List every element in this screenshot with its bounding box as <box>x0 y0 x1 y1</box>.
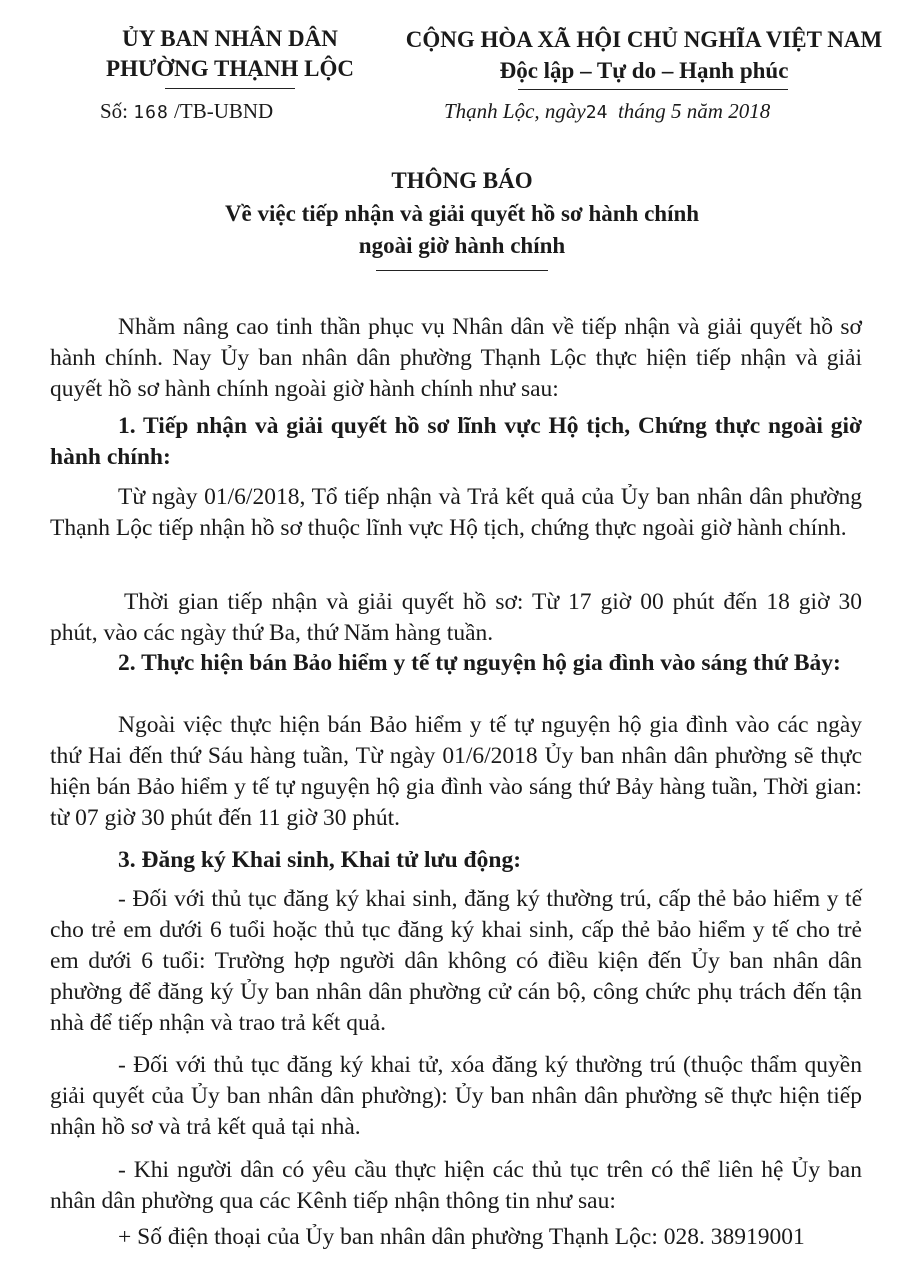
org-name-line2: PHƯỜNG THẠNH LỘC <box>106 56 354 81</box>
document-date <box>444 99 770 124</box>
document-number-suffix: /TB-UBND <box>174 99 274 123</box>
section-3-paragraph-2: - Đối với thủ tục đăng ký khai tử, xóa đăng ký thường trú (thuộc thẩm quyền giải quyết của Ủy ban nhân dân phường): Ủy ban nhân dân phường sẽ thực hiện tiếp nhận hồ sơ và trả kết quả tại nhà. <box>50 1052 862 1140</box>
section-1-heading: 1. Tiếp nhận và giải quyết hồ sơ lĩnh vực Hộ tịch, Chứng thực ngoài giờ hành chính: <box>50 413 862 470</box>
nation-name: CỘNG HÒA XÃ HỘI CHỦ NGHĨA VIỆT NAM <box>405 27 883 52</box>
section-2-paragraph-1: Ngoài việc thực hiện bán Bảo hiểm y tế tự nguyện hộ gia đình vào các ngày thứ Hai đến thứ Sáu hàng tuần, Từ ngày 01/6/2018 Ủy ban nhân dân phường sẽ thực hiện bán Bảo hiểm y tế tự nguyện hộ gia đình vào sáng thứ Bảy hàng tuần, Thời gian: từ 07 giờ 30 phút đến 11 giờ 30 phút. <box>50 712 862 831</box>
date-prefix: Thạnh Lộc, ngày <box>444 99 586 123</box>
national-motto <box>384 24 904 86</box>
date-day-handwritten: 24 <box>585 102 608 123</box>
section-1-paragraph-1: Từ ngày 01/6/2018, Tổ tiếp nhận và Trả kết quả của Ủy ban nhân dân phường Thạnh Lộc tiếp nhận hồ sơ thuộc lĩnh vực Hộ tịch, chứng thực ngoài giờ hành chính. <box>50 484 862 541</box>
date-suffix: tháng 5 năm 2018 <box>617 99 771 123</box>
title-underline <box>376 270 548 271</box>
section-2-heading: 2. Thực hiện bán Bảo hiểm y tế tự nguyện hộ gia đình vào sáng thứ Bảy: <box>118 650 841 676</box>
document-number-prefix: Số: <box>100 99 129 123</box>
org-name-line1: ỦY BAN NHÂN DÂN <box>122 26 338 51</box>
notice-subject-line2: ngoài giờ hành chính <box>358 233 566 258</box>
section-3-heading: 3. Đăng ký Khai sinh, Khai tử lưu động: <box>118 847 522 873</box>
nation-motto: Độc lập – Tự do – Hạnh phúc <box>499 58 789 83</box>
issuing-organization <box>60 24 400 84</box>
section-3-paragraph-3: - Khi người dân có yêu cầu thực hiện các thủ tục trên có thể liên hệ Ủy ban nhân dân phường qua các Kênh tiếp nhận thông tin như sau: <box>50 1157 862 1214</box>
section-3-phone-contact: + Số điện thoại của Ủy ban nhân dân phường Thạnh Lộc: 028. 38919001 <box>118 1224 805 1250</box>
intro-paragraph: Nhằm nâng cao tinh thần phục vụ Nhân dân về tiếp nhận và giải quyết hồ sơ hành chính. Nay Ủy ban nhân dân phường Thạnh Lộc thực hiện tiếp nhận và giải quyết hồ sơ hành chính ngoài giờ hành chính như sau: <box>50 314 862 402</box>
notice-subject-line1: Về việc tiếp nhận và giải quyết hồ sơ hành chính <box>224 201 700 226</box>
notice-title: THÔNG BÁO <box>391 168 533 193</box>
section-1-paragraph-2: Thời gian tiếp nhận và giải quyết hồ sơ: Từ 17 giờ 00 phút đến 18 giờ 30 phút, vào các ngày thứ Ba, thứ Năm hàng tuần. <box>50 589 862 646</box>
org-underline <box>165 88 295 89</box>
document-number <box>100 99 273 124</box>
document-number-handwritten: 168 <box>133 102 169 123</box>
section-3-paragraph-1: - Đối với thủ tục đăng ký khai sinh, đăng ký thường trú, cấp thẻ bảo hiểm y tế cho trẻ em dưới 6 tuổi hoặc thủ tục đăng ký khai sinh, cấp thẻ bảo hiểm y tế cho trẻ em dưới 6 tuổi: Trường hợp người dân không có điều kiện đến Ủy ban nhân dân phường để đăng ký Ủy ban nhân dân phường cử cán bộ, công chức phụ trách đến tận nhà để tiếp nhận và trao trả kết quả. <box>50 886 862 1036</box>
motto-underline <box>518 89 788 90</box>
